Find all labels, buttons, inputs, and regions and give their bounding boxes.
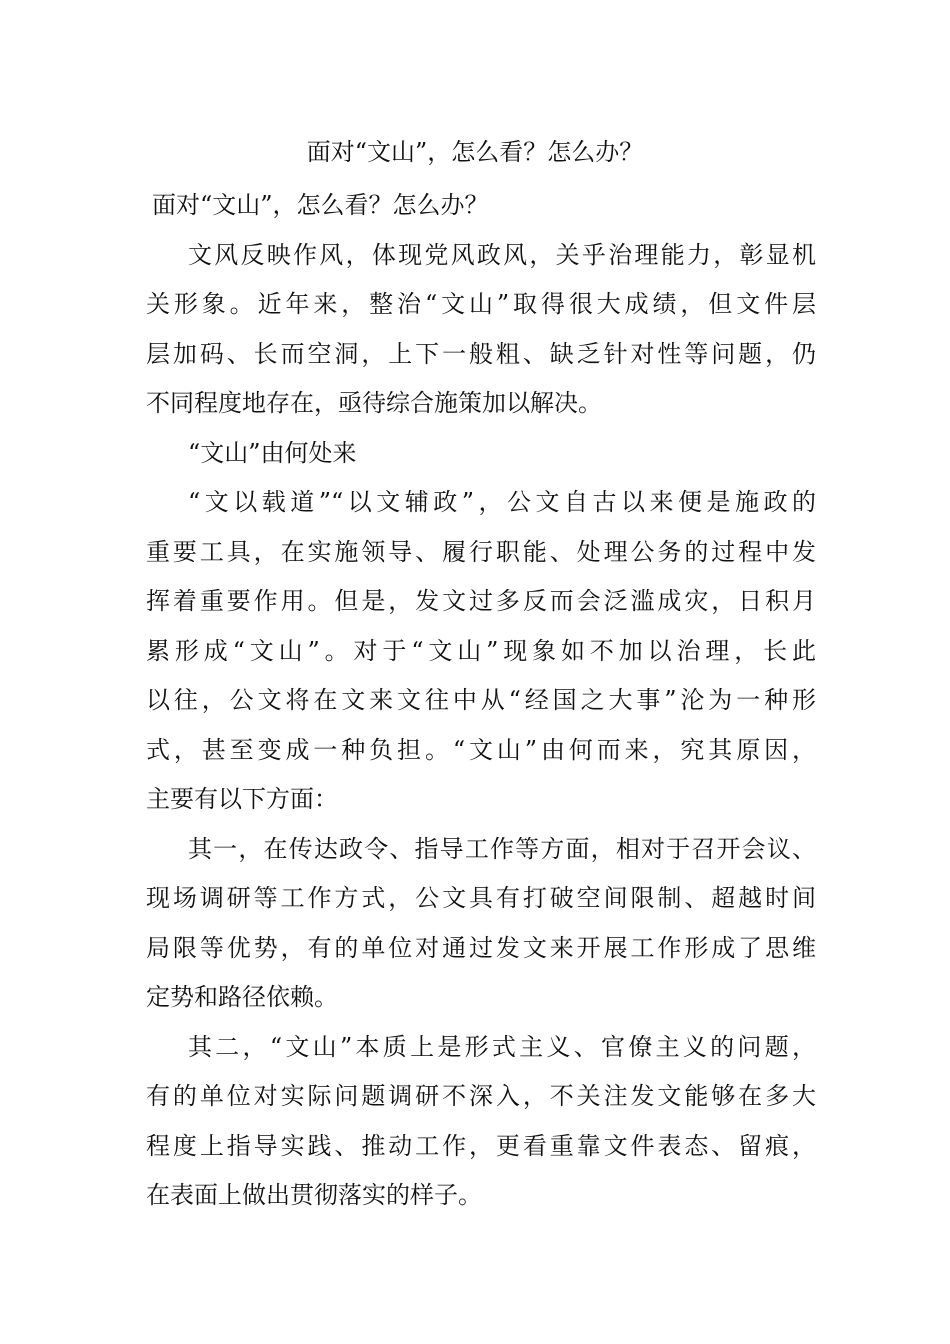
paragraph-line: 挥着重要作用。但是，发文过多反而会泛滥成灾，日积月 (146, 587, 816, 615)
paragraph-line: 在表面上做出贯彻落实的样子。 (146, 1181, 482, 1209)
paragraph-line: 式，甚至变成一种负担。“文山”由何而来，究其原因， (146, 735, 816, 764)
paragraph-line: 局限等优势，有的单位对通过发文来开展工作形成了思维 (146, 933, 816, 962)
paragraph-line: “文以载道”“以文辅政”，公文自古以来便是施政的 (188, 488, 816, 516)
paragraph-line: 以往，公文将在文来文往中从“经国之大事”沦为一种形 (146, 686, 816, 714)
paragraph-line: 重要工具，在实施领导、履行职能、处理公务的过程中发 (146, 537, 816, 566)
paragraph-line: 有的单位对实际问题调研不深入，不关注发文能够在多大 (146, 1082, 816, 1110)
paragraph-line: 其一，在传达政令、指导工作等方面，相对于召开会议、 (188, 834, 816, 863)
paragraph-line: 文风反映作风，体现党风政风，关乎治理能力，彰显机 (188, 240, 816, 269)
document-title: 面对“文山”，怎么看？怎么办？ (306, 138, 644, 166)
document-subtitle: 面对“文山”，怎么看？怎么办？ (152, 191, 489, 219)
paragraph-line: 主要有以下方面： (146, 785, 338, 813)
paragraph-line: 程度上指导实践、推动工作，更看重靠文件表态、留痕， (146, 1131, 816, 1160)
paragraph-line: “文山”由何处来 (188, 438, 357, 467)
paragraph-line: 现场调研等工作方式，公文具有打破空间限制、超越时间 (146, 884, 816, 912)
paragraph-line: 关形象。近年来，整治“文山”取得很大成绩，但文件层 (146, 290, 816, 318)
paragraph-line: 层加码、长而空洞，上下一般粗、缺乏针对性等问题，仍 (146, 339, 816, 368)
paragraph-line: 定势和路径依赖。 (146, 983, 338, 1011)
paragraph-line: 不同程度地存在，亟待综合施策加以解决。 (146, 389, 602, 417)
paragraph-line: 累形成“文山”。对于“文山”现象如不加以治理，长此 (146, 636, 816, 665)
paragraph-line: 其二，“文山”本质上是形式主义、官僚主义的问题， (188, 1032, 816, 1061)
document-body (146, 181, 816, 1221)
